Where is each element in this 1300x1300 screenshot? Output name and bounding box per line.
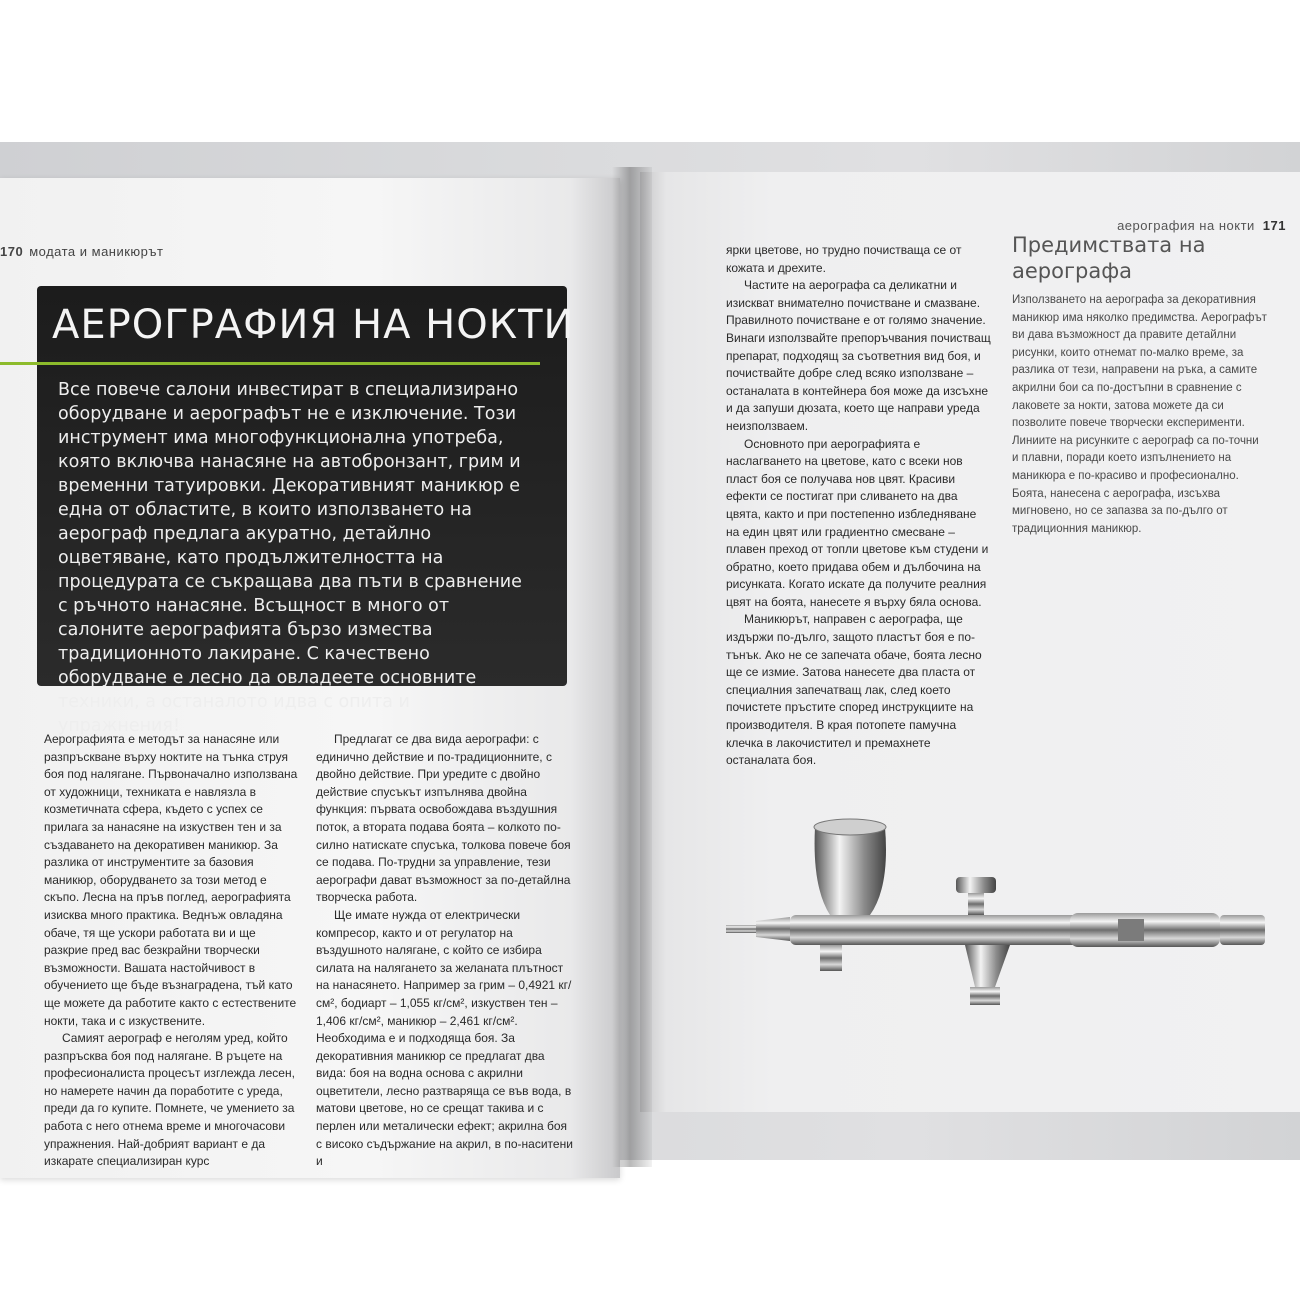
left-running-head <box>0 244 164 259</box>
paragraph: Маникюрът, направен с аерографа, ще издържи по-дълго, защото пластът боя е по-тънък. Ако не се запечата обаче, боята лесно ще се измие. Затова нанесете два пласта от специалния запечатващ лак, след което почистете пръстите според инструкциите на производителя. В края потопете памучна клечка в лакочистител и премахнете останалата боя. <box>726 612 982 768</box>
paragraph: Основното при аерографията е наслагването на цветове, като с всеки нов пласт боя се получава нов цвят. Красиви ефекти се постигат при сливането на два цвята, както и при постепенно избледняване на един цвят или градиентно смесване – плавен преход от топли цветове към студени и обратно, което придава обем и дълбочина на рисунката. Когато искате да получите реалния цвят на боята, нанесете я върху бяла основа. <box>726 436 989 609</box>
left-running-head-text: модата и маникюрът <box>29 244 164 259</box>
paragraph: Предлагат се два вида аерографи: с единично действие и по-традиционните, с двойно действие. При уредите с двойно действие спусъкът изпълнява двойна функция: първата освобождава въздушния поток, а втората подава боята – колкото по-силно натискате спусъка, толкова повече боя се подава. По-трудни за управление, тези аерографи дават възможност за по-детайлна творческа работа. <box>316 732 571 905</box>
left-page <box>0 178 620 1178</box>
page-title: АЕРОГРАФИЯ НА НОКТИ <box>52 302 575 348</box>
paragraph: Аерографията е методът за нанасяне или разпръскване върху ноктите на тънка струя боя под налягане. Първоначално използвана от художници, техниката е навлязла в козметичната сфера, където с успех се прилага за нанасяне на изкуствен тен и за създаването на декоративен маникюр. За разлика от инструментите за базовия маникюр, оборудването за този метод е скъпо. Лесна на пръв поглед, аерографията изисква много практика. Веднъж овладяна обаче, тя ще ускори работата ви и ще разкрие пред вас безкрайни творчески възможности. Вашата настойчивост в обучението ще бъде възнаградена, тъй като ще можете да работите както с естествените нокти, така и с изкуствените. <box>44 732 298 1028</box>
sidebar-heading: Предимствата на аерографа <box>1012 233 1206 283</box>
book-gutter <box>612 167 652 1167</box>
nozzle-shape <box>726 925 756 933</box>
right-page-number: 171 <box>1262 218 1286 233</box>
airbrush-image <box>720 797 1280 1012</box>
book-photo <box>0 142 1300 1169</box>
left-page-number: 170 <box>0 244 24 259</box>
body-column-2 <box>316 731 576 1171</box>
body-column-1 <box>44 731 299 1171</box>
body-column-3 <box>726 242 991 770</box>
paragraph: Ще имате нужда от електрически компресор, както и от регулатор на въздушното налягане, с който се избира силата на налягането за желаната плътност на нанасянето. Например за грим – 0,4921 кг/см², бодиарт – 1,055 кг/см², изкуствен тен – 1,406 кг/см², маникюр – 2,461 кг/см². Необходима е и подходяща боя. За декоративния маникюр се предлагат два вида: боя на водна основа с акрилни оцветители, лесно разтваряща се във вода, в матови цветове, но се срещат такива и с перлен или металически ефект; акрилна боя с високо съдържание на акрил, в по-наситени и <box>316 907 573 1169</box>
paragraph: ярки цветове, но трудно почистваща се от кожата и дрехите. <box>726 243 962 275</box>
intro-paragraph: Все повече салони инвестират в специализирано оборудване и аерографът не е изключение. Този инструмент има многофункционална употреба, която включва нанасяне на автобронзант, грим и временни татуировки. Декоративният маникюр е една от областите, в които използването на аерограф предлага акуратно, детайлно оцветяване, като продължителността на процедурата се съкращава два пъти в сравнение с ръчното нанасяне. Всъщност в много от салоните аерографията бързо измества традиционното лакиране. С качествено оборудване е лесно да овладеете основните техники, а останалото идва с опита и упражнения! <box>58 380 522 736</box>
sidebar-text: Използването на аерографа за декоративния маникюр има няколко предимства. Аерографът ви дава възможност да правите детайлни рисунки, които отнемат по-малко време, за разлика от тези, направени на ръка, а самите акрилни бои са по-достъпни в сравнение с лаковете за нокти, затова можете да си позволите повече творчески експерименти. Линиите на рисунките с аерограф са по-точни и плавни, поради което изпълнението на маникюра е по-красиво и професионално. Боята, нанесена с аерографа, изсъхва мигновено, но се запазва за по-дълго от традиционния маникюр. <box>1012 294 1267 535</box>
paragraph: Самият аерограф е неголям уред, който разпръсква боя под налягане. В ръцете на професионалиста процесът изглежда лесен, но намерете начин да поработите с уреда, преди да го купите. Помнете, че умението за работа с него отнема време и многочасови упражнения. Най-добрият вариант е да изкарате специализиран курс <box>44 1031 295 1169</box>
accent-line <box>0 362 540 365</box>
right-running-head <box>1117 218 1286 233</box>
right-running-head-text: аерография на нокти <box>1117 218 1255 233</box>
paragraph: Частите на аерографа са деликатни и изискват внимателно почистване и смазване. Правилното почистване е от голямо значение. Винаги използвайте препоръчвания почистващ препарат, подходящ за съответния вид боя, и почиствайте добре след всяко използване – останалата в контейнера боя може да изсъхне и да запуши дюзата, което ще направи уреда неизползваем. <box>726 278 991 433</box>
airbrush-body-shape <box>790 915 1110 945</box>
paint-cup-shape <box>815 827 886 915</box>
